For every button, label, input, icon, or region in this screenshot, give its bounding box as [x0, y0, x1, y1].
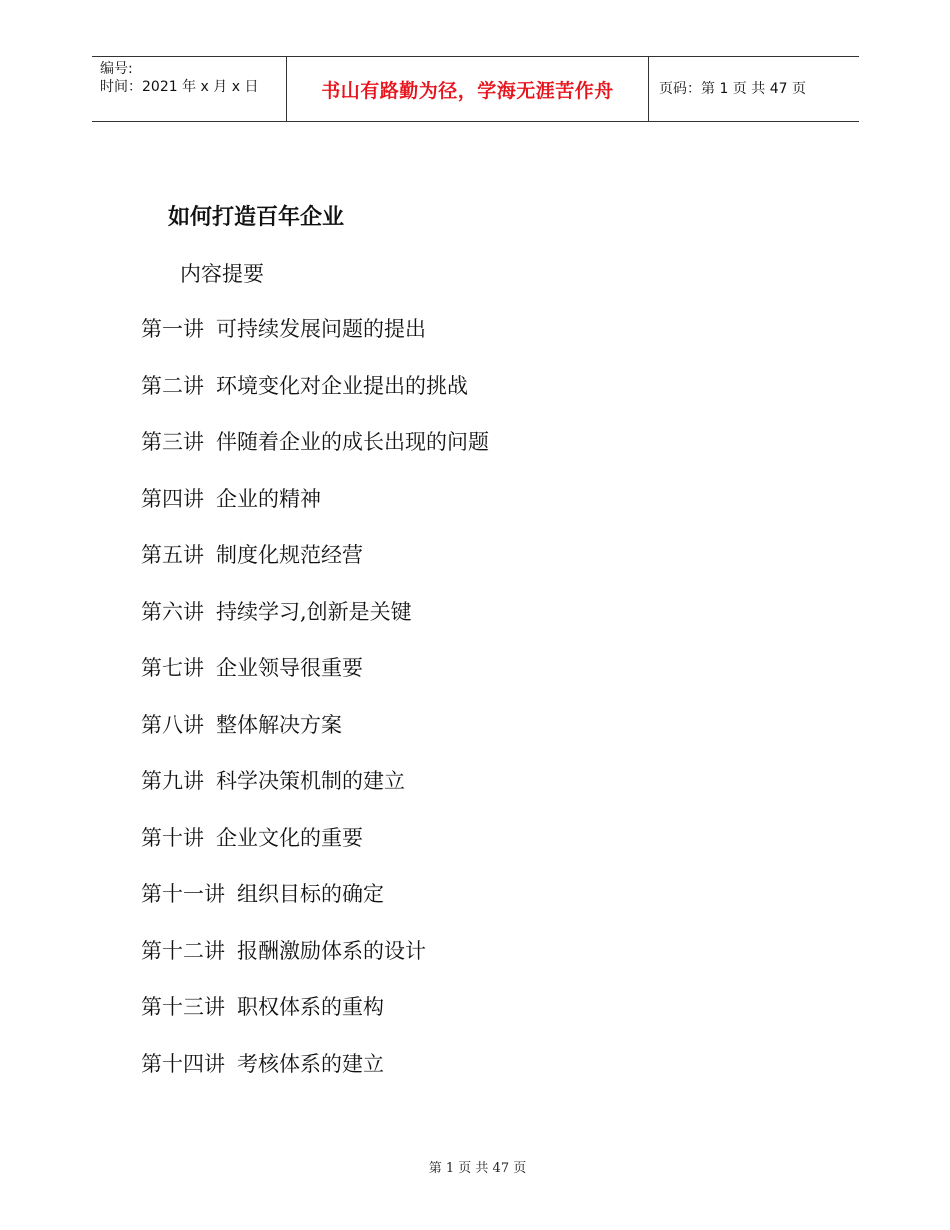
- lecture-number: 第七讲: [141, 656, 204, 680]
- lecture-list: [141, 314, 489, 1105]
- lecture-item: [141, 540, 489, 597]
- lecture-number: 第十三讲: [141, 995, 225, 1019]
- lecture-item: [141, 427, 489, 484]
- lecture-number: 第三讲: [141, 430, 204, 454]
- lecture-item: [141, 992, 489, 1049]
- lecture-number: 第四讲: [141, 486, 204, 511]
- lecture-number: 第五讲: [141, 543, 204, 567]
- lecture-item: [141, 653, 489, 710]
- lecture-item: [141, 823, 489, 880]
- lecture-item: [141, 1049, 489, 1106]
- lecture-number: 第六讲: [141, 599, 204, 624]
- lecture-topic: 企业领导很重要: [216, 656, 363, 680]
- header-motto-cell: [286, 57, 649, 121]
- lecture-number: 第十二讲: [141, 938, 225, 963]
- document-subtitle: 内容提要: [180, 262, 264, 286]
- header-left-cell: [92, 57, 286, 121]
- page-info: 页码：第 1 页 共 47 页: [659, 81, 806, 97]
- lecture-item: [141, 710, 489, 767]
- lecture-topic: 考核体系的建立: [237, 1051, 384, 1076]
- lecture-number: 第一讲: [141, 317, 204, 341]
- date-label: 时间：2021 年 x 月 x 日: [100, 79, 259, 95]
- document-title: 如何打造百年企业: [168, 205, 345, 230]
- lecture-topic: 职权体系的重构: [237, 995, 384, 1019]
- lecture-item: [141, 879, 489, 936]
- lecture-number: 第十一讲: [141, 882, 225, 906]
- lecture-topic: 企业的精神: [216, 486, 321, 511]
- lecture-topic: 企业文化的重要: [216, 825, 363, 850]
- page-footer: 第 1 页 共 47 页: [428, 1161, 527, 1176]
- lecture-item: [141, 314, 489, 371]
- motto-text: 书山有路勤为径，学海无涯苦作舟: [321, 79, 614, 102]
- lecture-topic: 环境变化对企业提出的挑战: [216, 373, 468, 398]
- lecture-item: [141, 597, 489, 654]
- lecture-topic: 组织目标的确定: [237, 882, 384, 906]
- lecture-topic: 报酬激励体系的设计: [237, 938, 426, 963]
- lecture-topic: 科学决策机制的建立: [216, 769, 405, 793]
- lecture-topic: 可持续发展问题的提出: [216, 317, 426, 341]
- lecture-item: [141, 371, 489, 428]
- lecture-item: [141, 766, 489, 823]
- lecture-item: [141, 936, 489, 993]
- page-header: [92, 56, 859, 122]
- lecture-topic: 整体解决方案: [216, 712, 342, 737]
- lecture-number: 第八讲: [141, 712, 204, 737]
- header-right-cell: [649, 57, 859, 121]
- serial-number-label: 编号:: [100, 61, 133, 77]
- lecture-topic: 持续学习,创新是关键: [216, 599, 412, 624]
- lecture-number: 第九讲: [141, 769, 204, 793]
- lecture-item: [141, 484, 489, 541]
- lecture-number: 第十讲: [141, 825, 204, 850]
- lecture-number: 第十四讲: [141, 1051, 225, 1076]
- lecture-topic: 制度化规范经营: [216, 543, 363, 567]
- lecture-number: 第二讲: [141, 373, 204, 398]
- lecture-topic: 伴随着企业的成长出现的问题: [216, 430, 489, 454]
